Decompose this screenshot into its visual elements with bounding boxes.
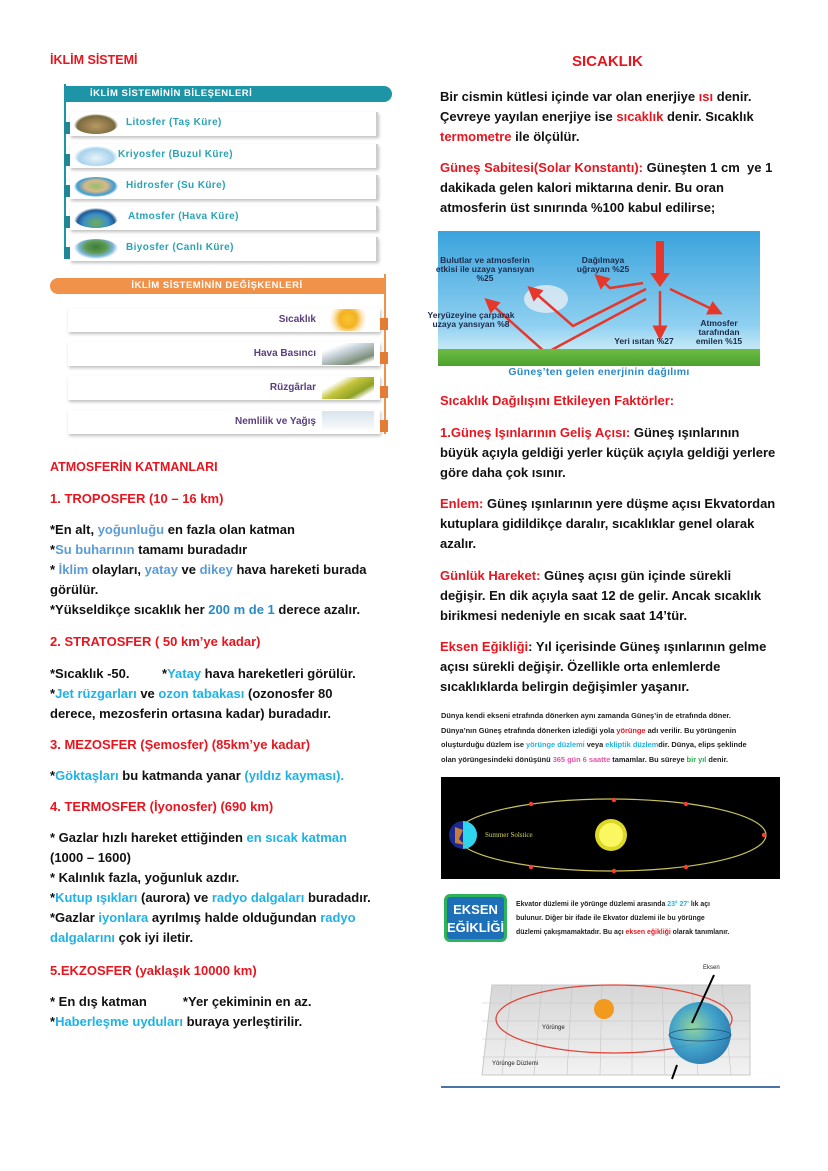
summer-solstice-label: Summer Solstice <box>485 831 533 839</box>
text-line: Eksen Eğikliği: Yıl içerisinde Güneş ışınlarının gelme <box>440 639 767 654</box>
text-line: termometre ile ölçülür. <box>440 129 580 144</box>
layer-title-troposfer: 1. TROPOSFER (10 – 16 km) <box>50 491 224 506</box>
variable-label: Hava Basıncı <box>253 348 316 359</box>
text-line: *Yükseldikçe sıcaklık her 200 m de 1 derece azalır. <box>50 602 361 617</box>
layer-text-troposfer <box>50 520 400 620</box>
text-line: büyük açıyla geldiği yerler küçük açıyla geldiği yerlere <box>440 445 776 460</box>
row-tab <box>380 318 388 330</box>
text-line: görülür. <box>50 582 99 597</box>
text-line: Çevreye yayılan enerjiye ise sıcaklık denir. Sıcaklık <box>440 109 754 124</box>
text-line: * İklim olayları, yatay ve dikey hava hareketi burada <box>50 562 367 577</box>
layer-title-ekzosfer: 5.EKZOSFER (yaklaşık 10000 km) <box>50 963 257 978</box>
layer-text-stratosfer <box>50 664 400 724</box>
variable-label: Rüzgârlar <box>269 382 316 393</box>
text-line: 1.Güneş Işınlarının Geliş Açısı: Güneş ışınlarının <box>440 425 740 440</box>
axial-tilt-text <box>516 898 780 940</box>
layer-title-termosfer: 4. TERMOSFER (İyonosfer) (690 km) <box>50 799 274 814</box>
text-line: olan yörüngesindeki dönüşünü 365 gün 6 saatte tamamlar. Bu süreye bir yıl denir. <box>441 754 729 764</box>
row-tab <box>64 247 70 259</box>
factor-latitude <box>440 494 800 554</box>
layer-text-ekzosfer <box>50 992 400 1032</box>
layer-text-termosfer <box>50 828 400 948</box>
row-tab <box>64 216 70 228</box>
axis-label: Eksen <box>703 965 720 971</box>
factor-daily-motion <box>440 566 800 626</box>
biosphere-globe-icon <box>74 239 118 259</box>
solar-constant-text <box>440 158 800 218</box>
sun-icon <box>322 309 374 331</box>
text-line: Güneş Sabitesi(Solar Konstantı): Güneşten 1 cm ye 1 <box>440 160 773 175</box>
text-line: * En dış katman *Yer çekiminin en az. <box>50 994 312 1009</box>
axial-tilt-badge <box>444 894 507 942</box>
factor-sun-angle <box>440 423 800 483</box>
row-tab <box>380 420 388 432</box>
orbit-label: Yörünge <box>542 1025 565 1031</box>
divider-line <box>441 1086 780 1088</box>
wind-grass-icon <box>322 377 374 399</box>
text-line: göre daha çok ısınır. <box>440 465 566 480</box>
orbit-ellipse-icon <box>441 777 780 879</box>
text-line: Günlük Hareket: Güneş açısı gün içinde sürekli <box>440 568 732 583</box>
text-line: değişir. En dik açıyla saat 12 de gelir. Ancak sıcaklık <box>440 588 762 603</box>
text-line: dakikada gelen kalori miktarına denir. Bu oran <box>440 180 724 195</box>
cloud-mountain-icon <box>322 343 374 365</box>
factor-axial-tilt <box>440 637 800 697</box>
variable-item-sicaklik <box>68 308 380 332</box>
water-globe-icon <box>74 177 118 197</box>
text-line: *Kutup ışıkları (aurora) ve radyo dalgaları buradadır. <box>50 890 371 905</box>
layer-title-mezosfer: 3. MEZOSFER (Şemosfer) (85km’ye kadar) <box>50 737 311 752</box>
label-ground-heat: Yeri ısıtan %27 <box>614 336 674 346</box>
ground-strip <box>438 349 760 366</box>
climate-variables-panel <box>50 274 395 442</box>
badge-line-1: EKSEN <box>453 902 498 917</box>
text-line: bulunur. Diğer bir ifade ile Ekvator düzlemi ile bu yörünge <box>516 915 705 922</box>
text-line: Bir cismin kütlesi içinde var olan enerjiye ısı denir. <box>440 89 752 104</box>
temperature-title: SICAKLIK <box>572 53 643 70</box>
text-line: *En alt, yoğunluğu en fazla olan katman <box>50 522 295 537</box>
factors-title: Sıcaklık Dağılışını Etkileyen Faktörler: <box>440 393 675 408</box>
text-line: derece, mezosferin ortasına kadar) buradadır. <box>50 706 332 721</box>
component-label: Kriyosfer (Buzul Küre) <box>118 149 233 160</box>
text-line: *Haberleşme uyduları buraya yerleştirilir. <box>50 1014 303 1029</box>
text-line: Dünya’nın Güneş etrafında dönerken izlediği yola yörünge adı verilir. Bu yörüngenin <box>441 725 737 735</box>
solar-energy-diagram <box>427 231 760 366</box>
row-tab <box>380 352 388 364</box>
text-line: *Gazlar iyonlara ayrılmış halde olduğundan radyo <box>50 910 356 925</box>
component-item-litosfer <box>70 112 378 136</box>
text-line: birikmesi nedeniyle en sıcak saat 14’tür. <box>440 608 688 623</box>
label-ground-reflect: Yeryüzeyine çarparak uzaya yansıyan %8 <box>427 310 515 329</box>
text-line: oluşturduğu düzlem ise yörünge düzlemi veya ekliptik düzlemdir. Dünya, elips şeklinde <box>441 740 747 749</box>
component-item-atmosfer <box>70 206 378 230</box>
text-line: * Gazlar hızlı hareket ettiğinden en sıcak katman <box>50 830 347 845</box>
orbit-description <box>441 709 781 767</box>
badge-line-2: EĞİKLİĞİ <box>447 920 505 935</box>
text-line: dalgalarını çok iyi iletir. <box>50 930 194 945</box>
component-item-kriyosfer <box>70 144 378 168</box>
text-line: atmosferin üst sınırında %100 kabul edilirse; <box>440 200 716 215</box>
temperature-intro <box>440 87 800 147</box>
text-line: kutuplara gidildikçe daralır, sıcaklıklar genel olarak <box>440 516 755 531</box>
text-line: açısı sürekli değişir. Özellikle orta enlemlerde <box>440 659 721 674</box>
climate-components-panel <box>60 82 392 264</box>
text-line: *Göktaşları bu katmanda yanar (yıldız kayması). <box>50 768 345 783</box>
text-line: düzlemi çakışmamaktadır. Bu açı eksen eğikliği olarak tanımlanır. <box>516 929 730 936</box>
component-label: Biyosfer (Canlı Küre) <box>126 242 234 253</box>
text-line: sıcaklıklarda belirgin değişimler yaşanır. <box>440 679 690 694</box>
text-line: Ekvator düzlemi ile yörünge düzlemi arasında 23° 27' lık açı <box>516 901 710 908</box>
component-label: Litosfer (Taş Küre) <box>126 117 222 128</box>
text-line: *Sıcaklık -50. *Yatay hava hareketleri görülür. <box>50 666 356 681</box>
components-header: İKLİM SİSTEMİNİN BİLEŞENLERİ <box>66 86 392 102</box>
row-tab <box>64 185 70 197</box>
variable-item-hava-basinci <box>68 342 380 366</box>
text-line: *Jet rüzgarları ve ozon tabakası (ozonosfer 80 <box>50 686 333 701</box>
solar-diagram-caption: Güneş’ten gelen enerjinin dağılımı <box>508 366 690 378</box>
row-tab <box>64 154 70 166</box>
variable-label: Nemlilik ve Yağış <box>235 416 316 427</box>
atmosphere-layers-title: ATMOSFERİN KATMANLARI <box>50 460 218 474</box>
rain-icon <box>322 411 374 433</box>
layer-text-mezosfer <box>50 766 400 786</box>
orbit-plane-label: Yörünge Düzlemi <box>492 1061 539 1067</box>
text-line: azalır. <box>440 536 477 551</box>
variable-item-nemlilik <box>68 410 380 434</box>
text-line: * Kalınlık fazla, yoğunluk azdır. <box>50 870 240 885</box>
row-tab <box>64 122 70 134</box>
panel-spine <box>64 84 66 254</box>
component-label: Atmosfer (Hava Küre) <box>128 211 239 222</box>
label-scattered: Dağılmaya uğrayan %25 <box>576 255 630 274</box>
label-absorbed: Atmosfer tarafından emilen %15 <box>695 318 743 346</box>
component-item-hidrosfer <box>70 175 378 199</box>
variable-item-ruzgarlar <box>68 376 380 400</box>
row-tab <box>380 386 388 398</box>
component-label: Hidrosfer (Su Küre) <box>126 180 226 191</box>
variables-header: İKLİM SİSTEMİNİN DEĞİŞKENLERİ <box>50 278 384 294</box>
variable-label: Sıcaklık <box>278 314 316 325</box>
component-item-biyosfer <box>70 237 378 261</box>
axial-tilt-diagram <box>482 967 760 1079</box>
glacier-icon <box>74 146 118 166</box>
label-clouds-reflect: Bulutlar ve atmosferin etkisi ile uzaya yansıyan %25 <box>435 255 535 283</box>
atmosphere-globe-icon <box>74 208 118 228</box>
layer-title-stratosfer: 2. STRATOSFER ( 50 km’ye kadar) <box>50 634 261 649</box>
text-line: (1000 – 1600) <box>50 850 131 865</box>
climate-system-title: İKLİM SİSTEMİ <box>50 53 138 67</box>
text-line: Enlem: Güneş ışınlarının yere düşme açısı Ekvatordan <box>440 496 776 511</box>
orbit-diagram <box>441 777 780 879</box>
text-line: Dünya kendi ekseni etrafında dönerken aynı zamanda Güneş’in de etrafında döner. <box>441 711 731 720</box>
text-line: *Su buharının tamamı buradadır <box>50 542 248 557</box>
mountain-icon <box>74 114 118 134</box>
